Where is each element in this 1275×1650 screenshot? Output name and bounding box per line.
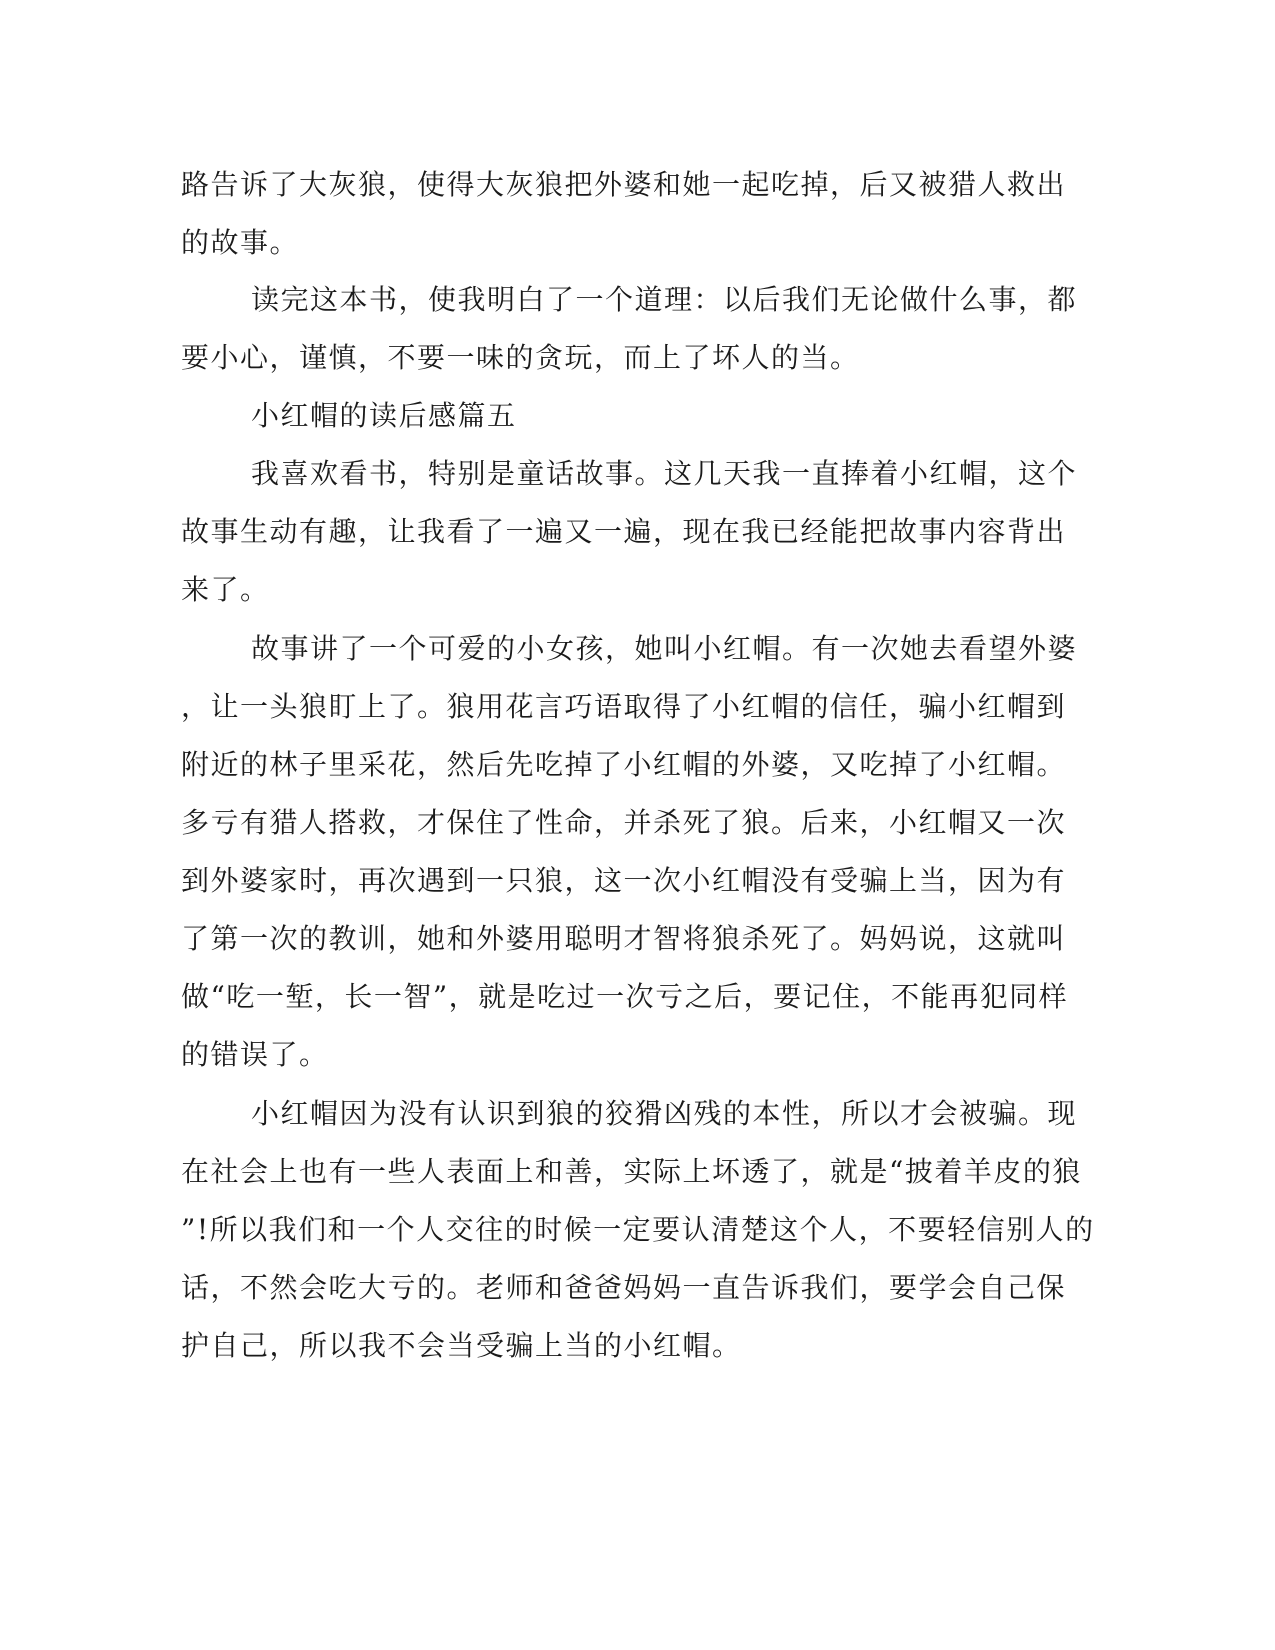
- paragraph-6-line-4: 话，不然会吃大亏的。老师和爸爸妈妈一直告诉我们，要学会自己保: [181, 1271, 1067, 1304]
- paragraph-5-line-3: 附近的林子里采花，然后先吃掉了小红帽的外婆，又吃掉了小红帽。: [181, 748, 1067, 781]
- paragraph-1-line-1: 路告诉了大灰狼，使得大灰狼把外婆和她一起吃掉，后又被猎人救出: [181, 168, 1067, 201]
- paragraph-1-line-2: 的故事。: [181, 226, 300, 259]
- paragraph-5-line-1: 故事讲了一个可爱的小女孩，她叫小红帽。有一次她去看望外婆: [251, 632, 1078, 665]
- paragraph-5-line-5: 到外婆家时，再次遇到一只狼，这一次小红帽没有受骗上当，因为有: [181, 864, 1067, 897]
- paragraph-5-line-4: 多亏有猎人搭救，才保住了性命，并杀死了狼。后来，小红帽又一次: [181, 806, 1067, 839]
- paragraph-4-line-3: 来了。: [181, 573, 270, 606]
- paragraph-5-line-2: ，让一头狼盯上了。狼用花言巧语取得了小红帽的信任，骗小红帽到: [181, 690, 1067, 723]
- paragraph-4-line-1: 我喜欢看书，特别是童话故事。这几天我一直捧着小红帽，这个: [251, 457, 1078, 490]
- paragraph-2-line-1: 读完这本书，使我明白了一个道理：以后我们无论做什么事，都: [251, 283, 1078, 316]
- paragraph-5-line-7: 做“吃一堑，长一智”，就是吃过一次亏之后，要记住，不能再犯同样: [181, 980, 1069, 1013]
- paragraph-5-line-8: 的错误了。: [181, 1038, 329, 1071]
- paragraph-2-line-2: 要小心，谨慎，不要一味的贪玩，而上了坏人的当。: [181, 341, 860, 374]
- paragraph-6-line-2: 在社会上也有一些人表面上和善，实际上坏透了，就是“披着羊皮的狼: [181, 1155, 1082, 1188]
- paragraph-6-line-3: ”!所以我们和一个人交往的时候一定要认清楚这个人，不要轻信别人的: [181, 1213, 1095, 1246]
- paragraph-6-line-5: 护自己，所以我不会当受骗上当的小红帽。: [181, 1329, 742, 1362]
- paragraph-4-line-2: 故事生动有趣，让我看了一遍又一遍，现在我已经能把故事内容背出: [181, 515, 1067, 548]
- paragraph-5-line-6: 了第一次的教训，她和外婆用聪明才智将狼杀死了。妈妈说，这就叫: [181, 922, 1067, 955]
- paragraph-6-line-1: 小红帽因为没有认识到狼的狡猾凶残的本性，所以才会被骗。现: [251, 1097, 1078, 1130]
- section-heading: 小红帽的读后感篇五: [251, 399, 517, 432]
